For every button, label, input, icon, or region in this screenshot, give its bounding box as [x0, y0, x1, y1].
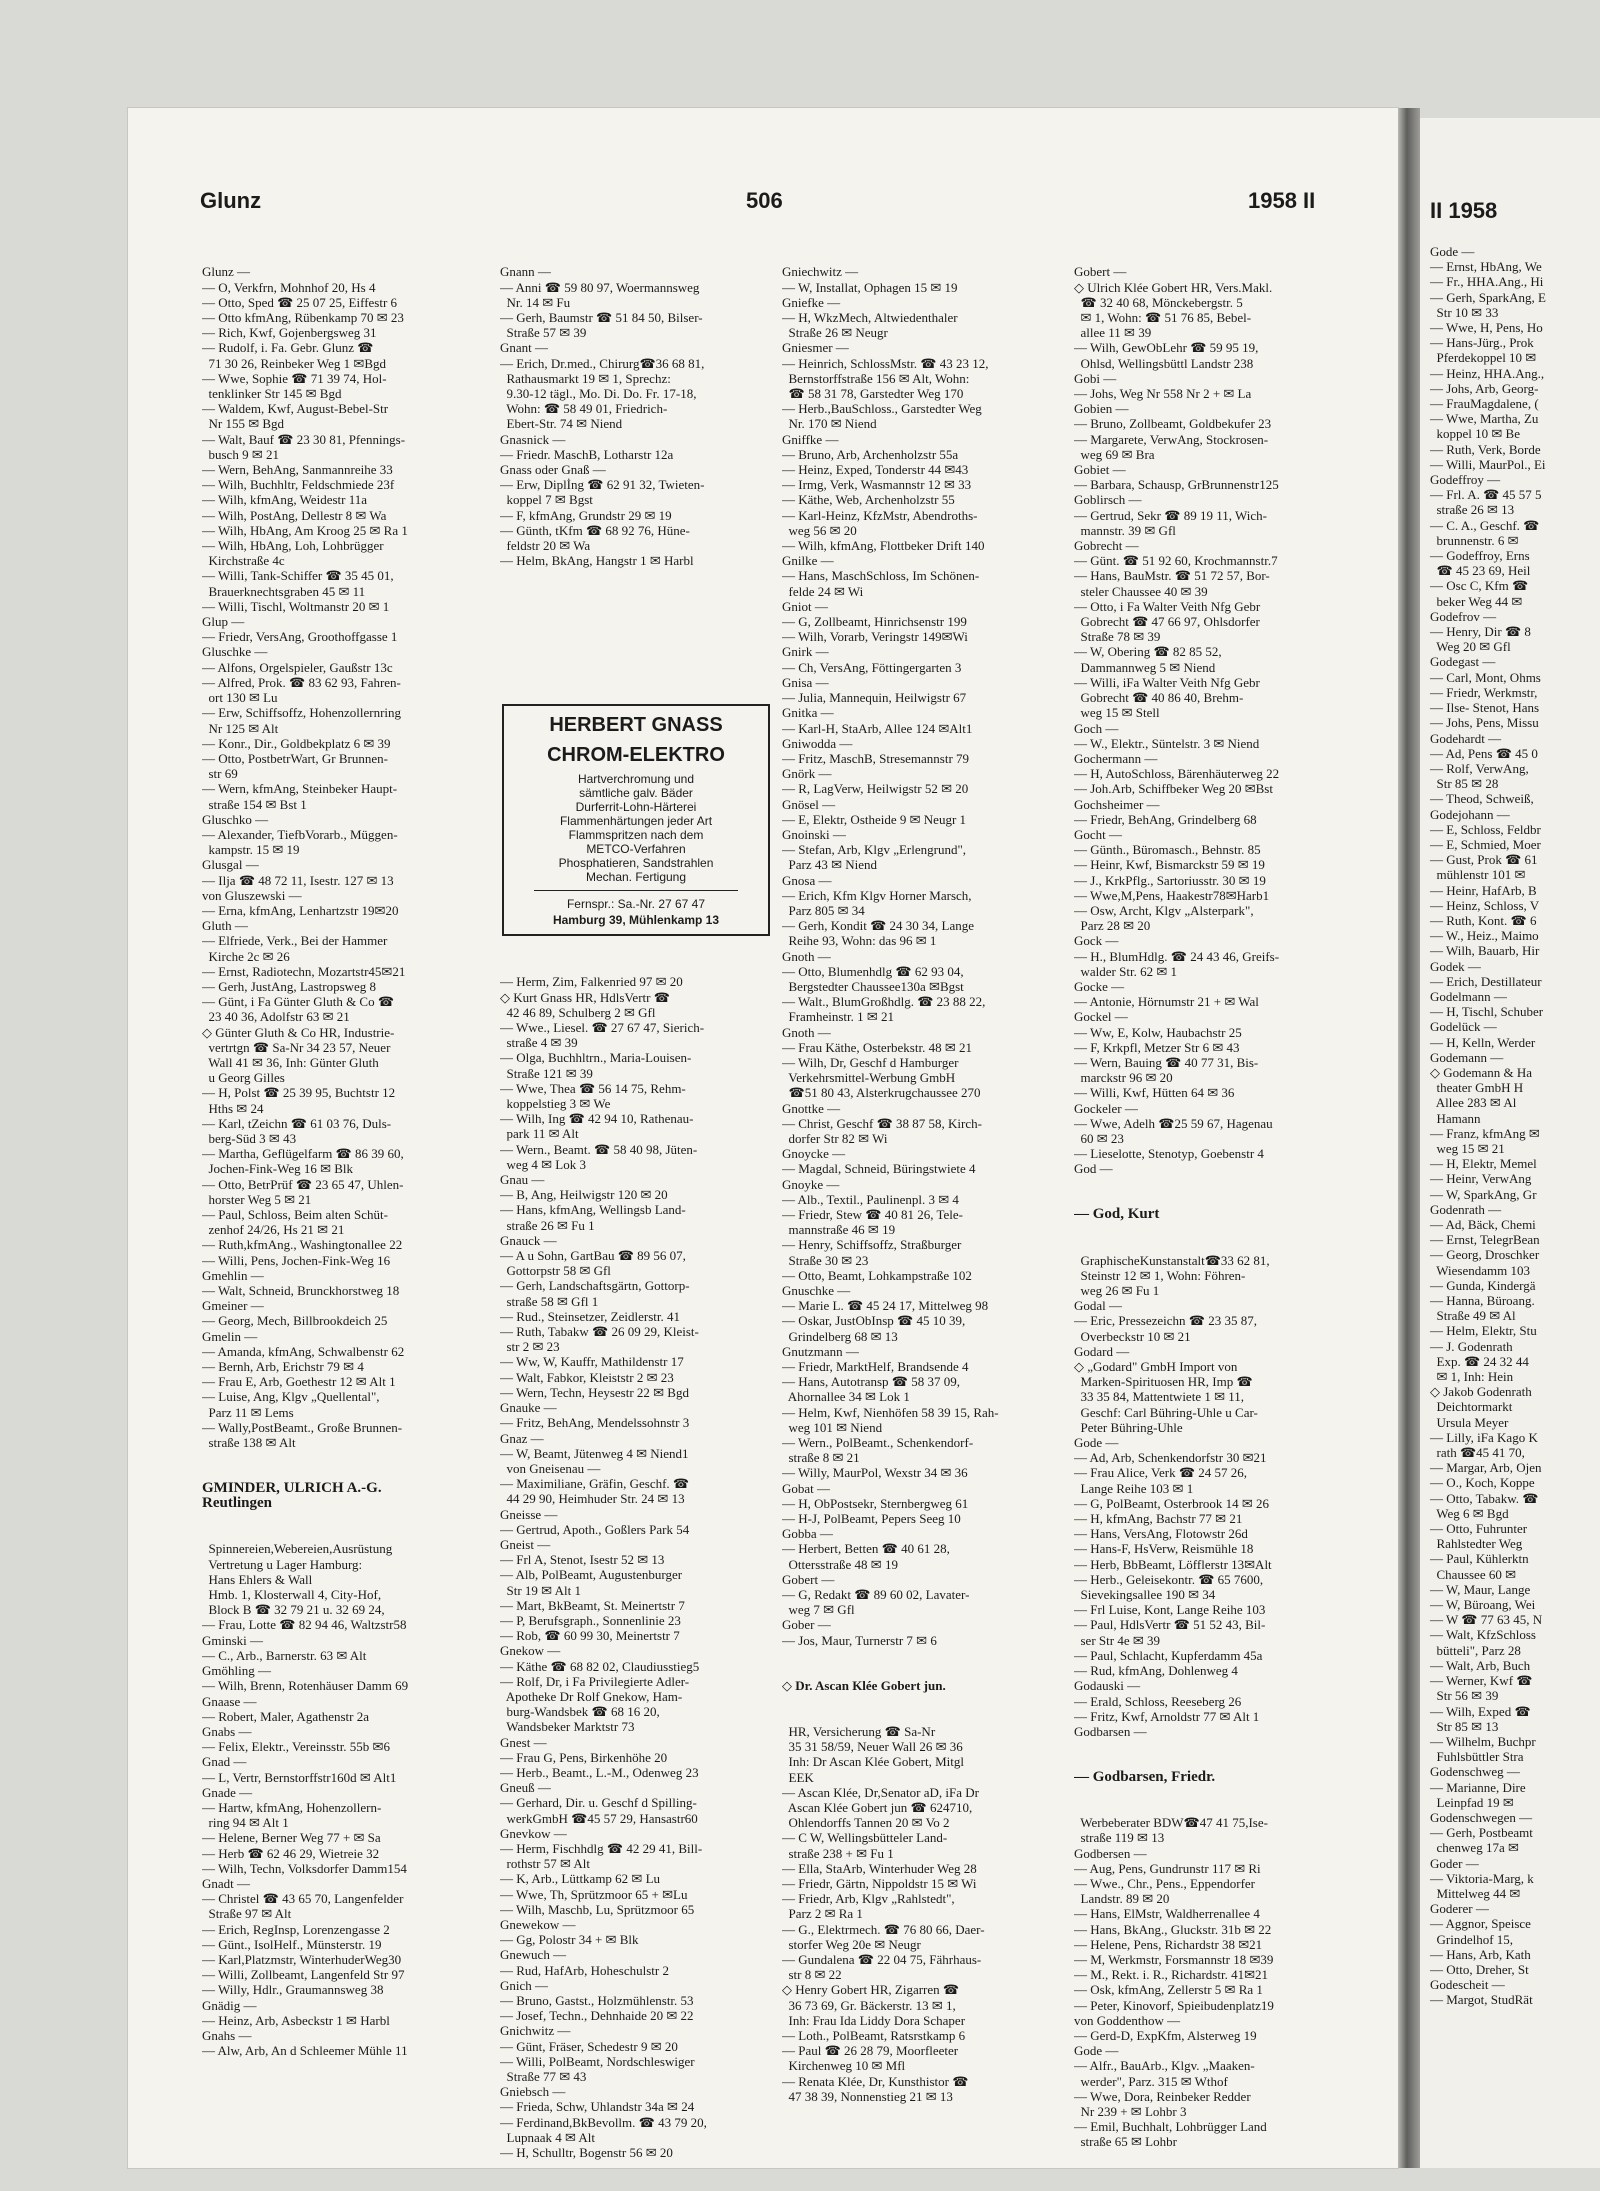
- column-2-entries-b: — Herm, Zim, Falkenried 97 ✉ 20 ◇ Kurt Gnass HR, HdlsVertr ☎ 42 46 89, Schulberg 2 ✉ Gfl — Wwe., Liesel. ☎ 27 67 47, Sierich- straße 4 ✉ 39 — Olga, Buchhltrn., Maria-Louisen- Straße 121 ✉ 39 — Wwe, Thea ☎ 56 14 75, Rehm- koppelstieg 3 ✉ We — Wilh, Ing ☎ 42 94 10, Rathenau- park 11 ✉ Alt — Wern., Beamt. ☎ 58 40 98, Jüten- weg 4 ✉ Lok 3 Gnau — — B, Ang, Heilwigstr 120 ✉ 20 — Hans, kfmAng, Wellingsb Land- straße 26 ✉ Fu 1 Gnauck — — A u Sohn, GartBau ☎ 89 56 07, Gottorpstr 58 ✉ Gfl — Gerh, Landschaftsgärtn, Gottorp- straße 58 ✉ Gfl 1 — Rud., Steinsetzer, Zeidlerstr. 41 — Ruth, Tabakw ☎ 26 09 29, Kleist- str 2 ✉ 23 — Ww, W, Kauffr, Mathildenstr 17 — Walt, Fabkor, Kleiststr 2 ✉ 23 — Wern, Techn, Heysestr 22 ✉ Bgd Gnauke — — Fritz, BehAng, Mendelssohnstr 3 Gnaz — — W, Beamt, Jütenweg 4 ✉ Niend1 von Gneisenau — — Maximiliane, Gräfin, Geschf. ☎ 44 29 90, Heimhuder Str. 24 ✉ 13 Gneisse — — Gertrud, Apoth., Goßlers Park 54 Gneist — — Frl A, Stenot, Isestr 52 ✉ 13 — Alb, PolBeamt, Augustenburger Str 19 ✉ Alt 1 — Mart, BkBeamt, St. Meinertstr 7 — P, Berufsgraph., Sonnenlinie 23 — Rob, ☎ 60 99 30, Meinertstr 7 Gnekow — — Käthe ☎ 68 82 02, Claudiusstieg5 — Rolf, Dr, i Fa Privilegierte Adler- Apotheke Dr Rolf Gnekow, Ham- burg-Wandsbek ☎ 68 16 20, Wandsbeker Marktstr 73 Gnest — — Frau G, Pens, Birkenhöhe 20 — Herb., Beamt., L.-M., Odenweg 23 Gneuß — — Gerhard, Dir. u. Geschf d Spilling- werkGmbH ☎45 57 29, Hansastr60 Gnevkow — — Herm, Fischhdlg ☎ 42 29 41, Bill- rothstr 57 ✉ Alt — K, Arb., Lüttkamp 62 ✉ Lu — Wwe, Th, Sprützmoor 65 + ✉Lu — Wilh, Maschb, Lu, Sprützmoor 65 Gnewekow — — Gg, Polostr 34 + ✉ Blk Gnewuch — — Rud, HafArb, Hoheschulstr 2 Gnich — — Bruno, Gastst., Holzmühlenstr. 53 — Josef, Techn., Dehnhaide 20 ✉ 22 Gnichwitz — — Günt, Fräser, Schedestr 9 ✉ 20 — Willi, PolBeamt, Nordschleswiger Straße 77 ✉ 43 Gniebsch — — Frieda, Schw, Uhlandstr 34a ✉ 24 — Ferdinand,BkBevollm. ☎ 43 79 20, Lupnaak 4 ✉ Alt — H, Schulltr, Bogenstr 56 ✉ 20: [500, 974, 707, 2161]
- facing-page: [1420, 118, 1600, 2168]
- column-4-entries-c: Werbeberater BDW☎47 41 75,Ise- straße 119 ✉ 13 Godbersen — — Aug, Pens, Gundrunstr 117 ✉ Ri — Wwe., Chr., Pens., Eppendorfer Landstr. 89 ✉ 20 — Hans, ElMstr, Waldherrenallee 4 — Hans, BkAng., Gluckstr. 31b ✉ 22 — Helene, Pens, Richardstr 38 ✉21 — M, Werkmstr, Forsmannstr 18 ✉39 — M., Rekt. i. R., Richardstr. 41✉21 — Osk, kfmAng, Zellerstr 5 ✉ Ra 1 — Peter, Kinovorf, Spieibudenplatz19 von Goddenthow — — Gerd-D, ExpKfm, Alsterweg 19 Gode — — Alfr., BauArb., Klgv. „Maaken- werder", Parz. 315 ✉ Wthof — Wwe, Dora, Reinbeker Redder Nr 239 + ✉ Lohbr 3 — Emil, Buchhalt, Lohbrügger Land straße 65 ✉ Lohbr: [1074, 1815, 1274, 2150]
- ad-address: Hamburg 39, Mühlenkamp 13: [552, 913, 720, 927]
- ad-divider: [534, 890, 738, 891]
- header-right: 1958 II: [1248, 188, 1316, 213]
- page-number: 506: [746, 188, 783, 213]
- book-gutter: [1398, 108, 1420, 2168]
- page-header: [128, 188, 1398, 224]
- column-4-entries-b: GraphischeKunstanstalt☎33 62 81, Steinstr 12 ✉ 1, Wohn: Föhren- weg 26 ✉ Fu 1 Godal — — Eric, Pressezeichn ☎ 23 35 87, Overbeckstr 10 ✉ 21 Godard — ◇ „Godard" GmbH Import von Marken-Spirituosen HR, Imp ☎ 33 35 84, Mattentwiete 1 ✉ 11, Geschf: Carl Bühring-Uhle u Car- Peter Bühring-Uhle Gode — — Ad, Arb, Schenkendorfstr 30 ✉21 — Frau Alice, Verk ☎ 24 57 26, Lange Reihe 103 ✉ 1 — G, PolBeamt, Osterbrook 14 ✉ 26 — H, kfmAng, Bachstr 77 ✉ 21 — Hans, VersAng, Flotowstr 26d — Hans-F, HsVerw, Reismühle 18 — Herb, BbBeamt, Löfflerstr 13✉Alt — Herb., Geleisekontr. ☎ 65 7600, Sievekingsallee 190 ✉ 34 — Frl Luise, Kont, Lange Reihe 103 — Paul, HdlsVertr ☎ 51 52 43, Bil- ser Str 4e ✉ 39 — Paul, Schlacht, Kupferdamm 45a — Rud, kfmAng, Dohlenweg 4 Godauski — — Erald, Schloss, Reeseberg 26 — Fritz, Kwf, Arnoldstr 77 ✉ Alt 1 Godbarsen —: [1074, 1252, 1272, 1739]
- facing-page-header: II 1958: [1430, 198, 1498, 223]
- column-1-featured-entry: GMINDER, ULRICH A.-G. Reutlingen: [202, 1479, 382, 1511]
- advertisement-box: [502, 704, 770, 936]
- column-1-entries-a: Glunz — — O, Verkfrn, Mohnhof 20, Hs 4 — Otto, Sped ☎ 25 07 25, Eiffestr 6 — Otto kfmAng, Rübenkamp 70 ✉ 23 — Rich, Kwf, Gojenbergsweg 31 — Rudolf, i. Fa. Gebr. Glunz ☎ 71 30 26, Reinbeker Weg 1 ✉Bgd — Wwe, Sophie ☎ 71 39 74, Hol- tenklinker Str 145 ✉ Bgd — Waldem, Kwf, August-Bebel-Str Nr 155 ✉ Bgd — Walt, Bauf ☎ 23 30 81, Pfennings- busch 9 ✉ 21 — Wern, BehAng, Sanmannreihe 33 — Wilh, Buchhltr, Feldschmiede 23f — Wilh, kfmAng, Weidestr 11a — Wilh, PostAng, Dellestr 8 ✉ Wa — Wilh, HbAng, Am Kroog 25 ✉ Ra 1 — Wilh, HbAng, Loh, Lohbrügger Kirchstraße 4c — Willi, Tank-Schiffer ☎ 35 45 01, Brauerknechtsgraben 45 ✉ 11 — Willi, Tischl, Woltmanstr 20 ✉ 1 Glup — — Friedr, VersAng, Groothoffgasse 1 Gluschke — — Alfons, Orgelspieler, Gaußstr 13c — Alfred, Prok. ☎ 83 62 93, Fahren- ort 130 ✉ Lu — Erw, Schiffsoffz, Hohenzollernring Nr 125 ✉ Alt — Konr., Dir., Goldbekplatz 6 ✉ 39 — Otto, PostbetrWart, Gr Brunnen- str 69 — Wern, kfmAng, Steinbeker Haupt- straße 154 ✉ Bst 1 Gluschko — — Alexander, TiefbVorarb., Müggen- kampstr. 15 ✉ 19 Glusgal — — Ilja ☎ 48 72 11, Isestr. 127 ✉ 13 von Gluszewski — — Erna, kfmAng, Lenhartzstr 19✉20 Gluth — — Elfriede, Verk., Bei der Hammer Kirche 2c ✉ 26 — Ernst, Radiotechn, Mozartstr45✉21 — Gerh, JustAng, Lastropsweg 8 — Günt, i Fa Günter Gluth & Co ☎ 23 40 36, Adolfstr 63 ✉ 21 ◇ Günter Gluth & Co HR, Industrie- vertrtgn ☎ Sa-Nr 34 23 57, Neuer Wall 41 ✉ 36, Inh: Günter Gluth u Georg Gilles — H, Polst ☎ 25 39 95, Buchtstr 12 Hths ✉ 24 — Karl, tZeichn ☎ 61 03 76, Duls- berg-Süd 3 ✉ 43 — Martha, Geflügelfarm ☎ 86 39 60, Jochen-Fink-Weg 16 ✉ Blk — Otto, BetrPrüf ☎ 23 65 47, Uhlen- horster Weg 5 ✉ 21 — Paul, Schloss, Beim alten Schüt- zenhof 24/26, Hs 21 ✉ 21 — Ruth,kfmAng., Washingtonallee 22 — Willi, Pens, Jochen-Fink-Weg 16 Gmehlin — — Walt, Schneid, Brunckhorstweg 18 Gmeiner — — Georg, Mech, Billbrookdeich 25 Gmelin — — Amanda, kfmAng, Schwalbenstr 62 — Bernh, Arb, Erichstr 79 ✉ 4 — Frau E, Arb, Goethestr 12 ✉ Alt 1 — Luise, Ang, Klgv „Quellental", Parz 11 ✉ Lems — Wally,PostBeamt., Große Brunnen- straße 138 ✉ Alt: [202, 264, 408, 1451]
- facing-page-column: Gode — — Ernst, HbAng, We — Fr., HHA.Ang., Hi — Gerh, SparkAng, E Str 10 ✉ 33 — Wwe, H, Pens, Ho — Hans-Jürg., Prok Pferdekoppel 10 ✉ — Heinz, HHA.Ang., — Johs, Arb, Georg- — FrauMagdalene, ( — Wwe, Martha, Zu koppel 10 ✉ Be — Ruth, Verk, Borde — Willi, MaurPol., Ei Godeffroy — — Frl. A. ☎ 45 57 5 straße 26 ✉ 13 — C. A., Geschf. ☎ brunnenstr. 6 ✉ — Godeffroy, Erns ☎ 45 23 69, Heil — Osc C, Kfm ☎ beker Weg 44 ✉ Godefrov — — Henry, Dir ☎ 8 Weg 20 ✉ Gfl Godegast — — Carl, Mont, Ohms — Friedr, Werkmstr, — Ilse- Stenot, Hans — Johs, Pens, Missu Godehardt — — Ad, Pens ☎ 45 0 — Rolf, VerwAng, Str 85 ✉ 28 — Theod, Schweiß, Godejohann — — E, Schloss, Feldbr — E, Schmied, Moer — Gust, Prok ☎ 61 mühlenstr 101 ✉ — Heinr, HafArb, B — Heinz, Schloss, V — Ruth, Kont. ☎ 6 — W., Heiz., Maimo — Wilh, Bauarb, Hir Godek — — Erich, Destillateur Godelmann — — H, Tischl, Schuber Godelück — — H, Kelln, Werder Godemann — ◇ Godemann & Ha theater GmbH H Allee 283 ✉ Al Hamann — Franz, kfmAng ✉ weg 15 ✉ 21 — H, Elektr, Memel — Heinr, VerwAng — W, SparkAng, Gr Godenrath — — Ad, Bäck, Chemi — Ernst, TelegrBean — Georg, Droschker Wiesendamm 103 — Gunda, Kindergä — Hanna, Büroang. Straße 49 ✉ Al — Helm, Elektr, Stu — J. Godenrath Exp. ☎ 24 32 44 ✉ 1, Inh: Hein ◇ Jakob Godenrath Deichtormarkt Ursula Meyer — Lilly, iFa Kago K rath ☎45 41 70, — Margar, Arb, Ojen — O., Koch, Koppe — Otto, Tabakw. ☎ Weg 6 ✉ Bgd — Otto, Fuhrunter Rahlstedter Weg — Paul, Kühlerktn Chaussee 60 ✉ — W, Maur, Lange — W, Büroang, Wei — W ☎ 77 63 45, N — Walt, KfzSchloss bütteli", Parz 28 — Walt, Arb, Buch — Werner, Kwf ☎ Str 56 ✉ 39 — Wilh, Exped ☎ Str 85 ✉ 13 — Wilhelm, Buchpr Fuhlsbüttler Stra Godenschweg — — Marianne, Dire Leinpfad 19 ✉ Godenschwegen — — Gerh, Postbeamt chenweg 17a ✉ Goder — — Viktoria-Marg, k Mittelweg 44 ✉ Goderer — — Aggnor, Speisce Grindelhof 15, — Hans, Arb, Kath — Otto, Dreher, St Godescheit — — Margot, StudRät: [1430, 244, 1546, 2008]
- column-4-featured-entry-1: — God, Kurt: [1074, 1206, 1160, 1222]
- column-1-entries-b: Spinnereien,Webereien,Ausrüstung Vertretung u Lager Hamburg: Hans Ehlers & Wall Hmb. 1, Klosterwall 4, City-Hof, Block B ☎ 32 79 21 u. 32 69 24, — Frau, Lotte ☎ 82 94 46, Waltzstr58 Gminski — — C., Arb., Barnerstr. 63 ✉ Alt Gmöhling — — Wilh, Brenn, Rotenhäuser Damm 69 Gnaase — — Robert, Maler, Agathenstr 2a Gnabs — — Felix, Elektr., Vereinsstr. 55b ✉6 Gnad — — L, Vertr, Bernstorffstr160d ✉ Alt1 Gnade — — Hartw, kfmAng, Hohenzollern- ring 94 ✉ Alt 1 — Helene, Berner Weg 77 + ✉ Sa — Herb ☎ 62 46 29, Wietreie 32 — Wilh, Techn, Volksdorfer Damm154 Gnadt — — Christel ☎ 43 65 70, Langenfelder Straße 97 ✉ Alt — Erich, RegInsp, Lorenzengasse 2 — Günt., IsolHelf., Münsterstr. 19 — Karl,Platzmstr, WinterhuderWeg30 — Willi, Zollbeamt, Langenfeld Str 97 — Willy, Hdlr., Graumannsweg 38 Gnädig — — Heinz, Arb, Asbeckstr 1 ✉ Harbl Gnahs — — Alw, Arb, An d Schleemer Mühle 11: [202, 1541, 409, 2059]
- directory-page: [128, 108, 1398, 2168]
- ad-title-2: CHROM-ELEKTRO: [547, 744, 725, 766]
- column-2-bottom: [500, 944, 776, 2191]
- header-left: Glunz: [200, 188, 262, 213]
- column-2-entries-a: Gnann — — Anni ☎ 59 80 97, Woermannsweg Nr. 14 ✉ Fu — Gerh, Baumstr ☎ 51 84 50, Bilser- Straße 57 ✉ 39 Gnant — — Erich, Dr.med., Chirurg☎36 68 81, Rathausmarkt 19 ✉ 1, Sprechz: 9.30-12 tägl., Mo. Di. Do. Fr. 17-18, Wohn: ☎ 58 49 01, Friedrich- Ebert-Str. 74 ✉ Niend Gnasnick — — Friedr. MaschB, Lotharstr 12a Gnass oder Gnaß — — Erw, Diplİng ☎ 62 91 32, Twieten- koppel 7 ✉ Bgst — F, kfmAng, Grundstr 29 ✉ 19 — Günth, tKfm ☎ 68 92 76, Hüne- feldstr 20 ✉ Wa — Helm, BkAng, Hangstr 1 ✉ Harbl: [500, 264, 705, 569]
- ad-phone: Fernspr.: Sa.-Nr. 27 67 47: [566, 897, 706, 911]
- ad-title-1: HERBERT GNASS: [549, 714, 723, 736]
- column-1: [202, 234, 484, 2089]
- column-4-entries-a: Gobert — ◇ Ulrich Klée Gobert HR, Vers.Makl. ☎ 32 40 68, Mönckebergstr. 5 ✉ 1, Wohn: ☎ 51 76 85, Bebel- allee 11 ✉ 39 — Wilh, GewObLehr ☎ 59 95 19, Ohlsd, Wellingsbüttl Landstr 238 Gobi — — Johs, Weg Nr 558 Nr 2 + ✉ La Gobien — — Bruno, Zollbeamt, Goldbekufer 23 — Margarete, VerwAng, Stockrosen- weg 69 ✉ Bra Gobiet — — Barbara, Schausp, GrBrunnenstr125 Goblirsch — — Gertrud, Sekr ☎ 89 19 11, Wich- mannstr. 39 ✉ Gfl Gobrecht — — Günt. ☎ 51 92 60, Krochmannstr.7 — Hans, BauMstr. ☎ 51 72 57, Bor- steler Chaussee 40 ✉ 39 — Otto, i Fa Walter Veith Nfg Gebr Gobrecht ☎ 47 66 97, Ohlsdorfer Straße 78 ✉ 39 — W, Obering ☎ 82 85 52, Dammannweg 5 ✉ Niend — Willi, iFa Walter Veith Nfg Gebr Gobrecht ☎ 40 86 40, Brehm- weg 15 ✉ Stell Goch — — W., Elektr., Süntelstr. 3 ✉ Niend Gochermann — — H, AutoSchloss, Bärenhäuterweg 22 — Joh.Arb, Schiffbeker Weg 20 ✉Bst Gochsheimer — — Friedr, BehAng, Grindelberg 68 Gocht — — Günth., Büromasch., Behnstr. 85 — Heinr, Kwf, Bismarckstr 59 ✉ 19 — J., KrkPflg., Sartoriusstr. 30 ✉ 19 — Wwe,M,Pens, Haakestr78✉Harb1 — Osw, Archt, Klgv „Alsterpark", Parz 28 ✉ 20 Gock — — H., BlumHdlg. ☎ 24 43 46, Greifs- walder Str. 62 ✉ 1 Gocke — — Antonie, Hörnumstr 21 + ✉ Wal Gockel — — Ww, E, Kolw, Haubachstr 25 — F, Krkpfl, Metzer Str 6 ✉ 43 — Wern, Bauing ☎ 40 77 31, Bis- marckstr 96 ✉ 20 — Willi, Kwf, Hütten 64 ✉ 36 Gockeler — — Wwe, Adelh ☎25 59 67, Hagenau 60 ✉ 23 — Lieselotte, Stenotyp, Goebenstr 4 God —: [1074, 264, 1280, 1177]
- column-4-featured-entry-2: — Godbarsen, Friedr.: [1074, 1768, 1216, 1785]
- column-3: [782, 234, 1070, 2134]
- column-3-featured-entry: ◇ Dr. Ascan Klée Gobert jun.: [782, 1678, 946, 1694]
- ad-body: Hartverchromung und sämtliche galv. Bäder Durferrit-Lohn-Härterei Flammenhärtungen jeder Art Flammspritzen nach dem METCO-Verfahren Phosphatieren, Sandstrahlen Mechan. Fertigung: [558, 772, 714, 884]
- column-3-entries-b: HR, Versicherung ☎ Sa-Nr 35 31 58/59, Neuer Wall 26 ✉ 36 Inh: Dr Ascan Klée Gobert, Mitgl EEK — Ascan Klée, Dr,Senator aD, iFa Dr Ascan Klée Gobert jun ☎ 624710, Ohlendorffs Tannen 20 ✉ Vo 2 — C W, Wellingsbütteler Land- straße 238 + ✉ Fu 1 — Ella, StaArb, Winterhuder Weg 28 — Friedr, Gärtn, Nippoldstr 15 ✉ Wi — Friedr, Arb, Klgv „Rahlstedt", Parz 2 ✉ Ra 1 — G., Elektrmech. ☎ 76 80 66, Daer- storfer Weg 20e ✉ Neugr — Gundalena ☎ 22 04 75, Fährhaus- str 8 ✉ 22 ◇ Henry Gobert HR, Zigarren ☎ 36 73 69, Gr. Bäckerstr. 13 ✉ 1, Inh: Frau Ida Liddy Dora Schaper — Loth., PolBeamt, Ratsrstkamp 6 — Paul ☎ 26 28 79, Moorfleeter Kirchenweg 10 ✉ Mfl — Renata Klée, Dr, Kunsthistor ☎ 47 38 39, Nonnenstieg 21 ✉ 13: [782, 1723, 985, 2104]
- column-3-entries-a: Gniechwitz — — W, Installat, Ophagen 15 ✉ 19 Gniefke — — H, WkzMech, Altwiedenthaler Straße 26 ✉ Neugr Gniesmer — — Heinrich, SchlossMstr. ☎ 43 23 12, Bernstorffstraße 156 ✉ Alt, Wohn: ☎ 58 31 78, Garstedter Weg 170 — Herb.,BauSchloss., Garstedter Weg Nr. 170 ✉ Niend Gniffke — — Bruno, Arb, Archenholzstr 55a — Heinz, Exped, Tonderstr 44 ✉43 — Irmg, Verk, Wasmannstr 12 ✉ 33 — Käthe, Web, Archenholzstr 55 — Karl-Heinz, KfzMstr, Abendroths- weg 56 ✉ 20 — Wilh, kfmAng, Flottbeker Drift 140 Gnilke — — Hans, MaschSchloss, Im Schönen- felde 24 ✉ Wi Gniot — — G, Zollbeamt, Hinrichsenstr 199 — Wilh, Vorarb, Veringstr 149✉Wi Gnirk — — Ch, VersAng, Föttingergarten 3 Gnisa — — Julia, Mannequin, Heilwigstr 67 Gnitka — — Karl-H, StaArb, Allee 124 ✉Alt1 Gniwodda — — Fritz, MaschB, Stresemannstr 79 Gnörk — — R, LagVerw, Heilwigstr 52 ✉ 20 Gnösel — — E, Elektr, Ostheide 9 ✉ Neugr 1 Gnoinski — — Stefan, Arb, Klgv „Erlengrund", Parz 43 ✉ Niend Gnosa — — Erich, Kfm Klgv Horner Marsch, Parz 805 ✉ 34 — Gerh, Kondit ☎ 24 30 34, Lange Reihe 93, Wohn: das 96 ✉ 1 Gnoth — — Otto, Blumenhdlg ☎ 62 93 04, Bergstedter Chaussee130a ✉Bgst — Walt., BlumGroßhdlg. ☎ 23 88 22, Framheinstr. 1 ✉ 21 Gnoth — — Frau Käthe, Osterbekstr. 48 ✉ 21 — Wilh, Dr, Geschf d Hamburger Verkehrsmittel-Werbung GmbH ☎51 80 43, Alsterkrugchaussee 270 Gnottke — — Christ, Geschf ☎ 38 87 58, Kirch- dorfer Str 82 ✉ Wi Gnoycke — — Magdal, Schneid, Büringstwiete 4 Gnoyke — — Alb., Textil., Paulinenpl. 3 ✉ 4 — Friedr, Stew ☎ 40 81 26, Tele- mannstraße 46 ✉ 19 — Henry, Schiffsoffz, Straßburger Straße 30 ✉ 23 — Otto, Beamt, Lohkampstraße 102 Gnuschke — — Marie L. ☎ 45 24 17, Mittelweg 98 — Oskar, JustObInsp ☎ 45 10 39, Grindelberg 68 ✉ 13 Gnutzmann — — Friedr, MarktHelf, Brandsende 4 — Hans, Autotransp ☎ 58 37 09, Ahornallee 34 ✉ Lok 1 — Helm, Kwf, Nienhöfen 58 39 15, Rah- weg 101 ✉ Niend — Wern., PolBeamt., Schenkendorf- straße 8 ✉ 21 — Willy, MaurPol, Wexstr 34 ✉ 36 Gobat — — H, ObPostsekr, Sternbergweg 61 — H-J, PolBeamt, Pepers Seeg 10 Gobba — — Herbert, Betten ☎ 40 61 28, Ottersstraße 48 ✉ 19 Gobert — — G, Redakt ☎ 89 60 02, Lavater- weg 7 ✉ Gfl Gober — — Jos, Maur, Turnerstr 7 ✉ 6: [782, 264, 999, 1648]
- column-4: [1074, 234, 1382, 2180]
- column-2-top: [500, 234, 776, 690]
